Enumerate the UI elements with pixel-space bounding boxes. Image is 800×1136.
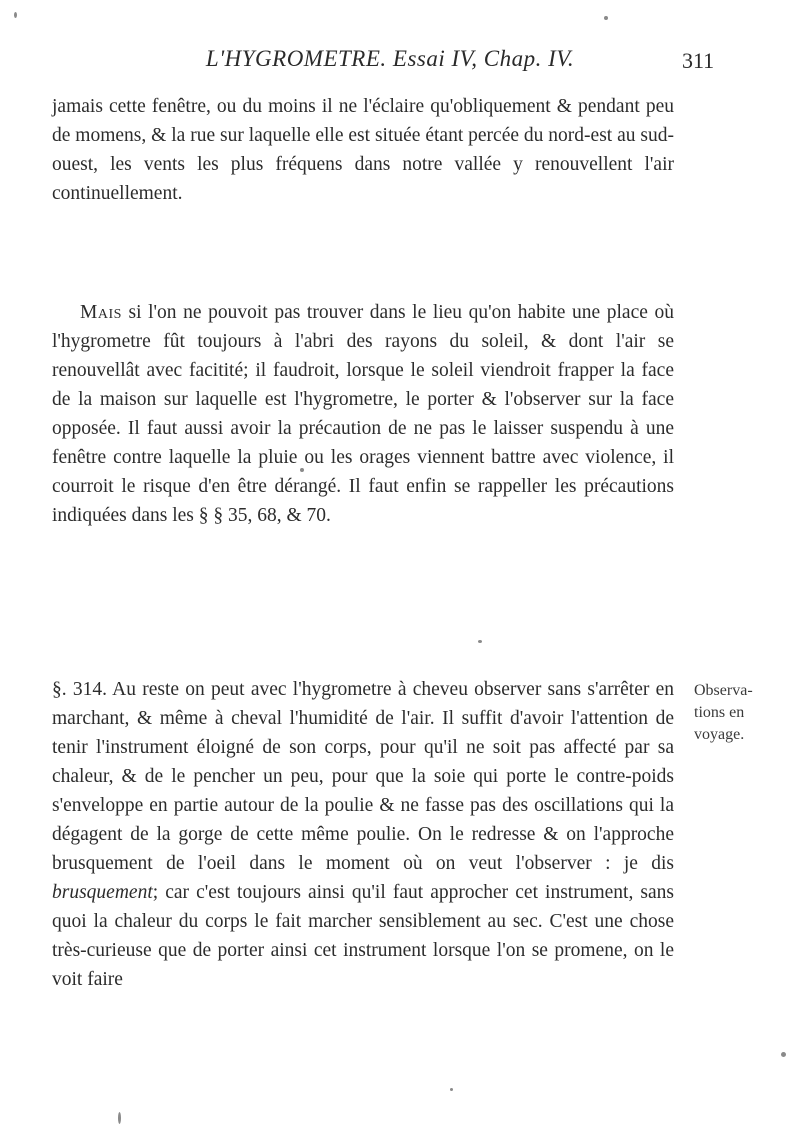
margin-note-line: Observa- <box>694 682 753 699</box>
paragraph-text-end: ; car c'est toujours ainsi qu'il faut approcher cet instrument, sans quoi la chaleur du corps le fait marcher sensiblement au sec. C'est une chose très-curieuse que de porter ainsi cet instrument lorsque l'on se promene, on le voit faire <box>52 882 674 990</box>
margin-note <box>694 680 784 746</box>
paragraph-lead-word: Mais <box>80 302 122 323</box>
paper-speck <box>300 468 304 472</box>
paper-speck <box>118 1112 121 1124</box>
paragraph-text: si l'on ne pouvoit pas trouver dans le lieu qu'on habite une place où l'hygrometre fût toujours à l'abri des rayons du soleil, & dont l'air se renouvellât avec facitité; il faudroit, lorsque le soleil viendroit frapper la face de la maison sur laquelle est l'hygrometre, le porter & l'observer sur la face opposée. Il faut aussi avoir la précaution de ne pas le laisser suspendu à une fenêtre contre laquelle la pluie ou les orages viennent battre avec violence, il courroit le risque d'en être dérangé. Il faut enfin se rappeller les précautions indiquées dans les § § 35, 68, & 70. <box>52 302 674 526</box>
running-head: L'HYGROMETRE. Essai IV, Chap. IV. <box>205 46 575 71</box>
margin-note-line: tions en <box>694 704 745 721</box>
page-number: 311 <box>682 48 715 73</box>
emphasis-word: brusquement <box>52 882 153 903</box>
paper-speck <box>14 12 17 18</box>
paragraph-section-314 <box>52 675 674 994</box>
paper-speck <box>478 640 482 643</box>
paragraph-text: §. 314. Au reste on peut avec l'hygrometre à cheveu observer sans s'arrêter en marchant, & même à cheval l'humidité de l'air. Il suffit d'avoir l'attention de tenir l'instrument éloigné de son corps, pour qu'il ne soit pas affecté par sa chaleur, & de le pencher un peu, pour que la soie qui porte le contre-poids s'enveloppe en partie autour de la poulie & ne fasse pas des oscillations qui la dégagent de la gorge de cette même poulie. On le redresse & on l'approche brusquement de l'oeil dans le moment où on veut l'observer : je dis <box>52 679 674 874</box>
paragraph-text: jamais cette fenêtre, ou du moins il ne l'éclaire qu'obliquement & pendant peu de momens, & la rue sur laquelle elle est située étant percée du nord-est au sud-ouest, les vents les plus fréquens dans notre vallée y renouvellent l'air continuellement. <box>52 96 674 204</box>
margin-note-line: voyage. <box>694 726 745 743</box>
paper-speck <box>450 1088 453 1091</box>
paper-speck <box>604 16 608 20</box>
paragraph-mais <box>52 298 674 530</box>
paper-speck <box>781 1052 786 1057</box>
paragraph-continuation <box>52 92 674 208</box>
